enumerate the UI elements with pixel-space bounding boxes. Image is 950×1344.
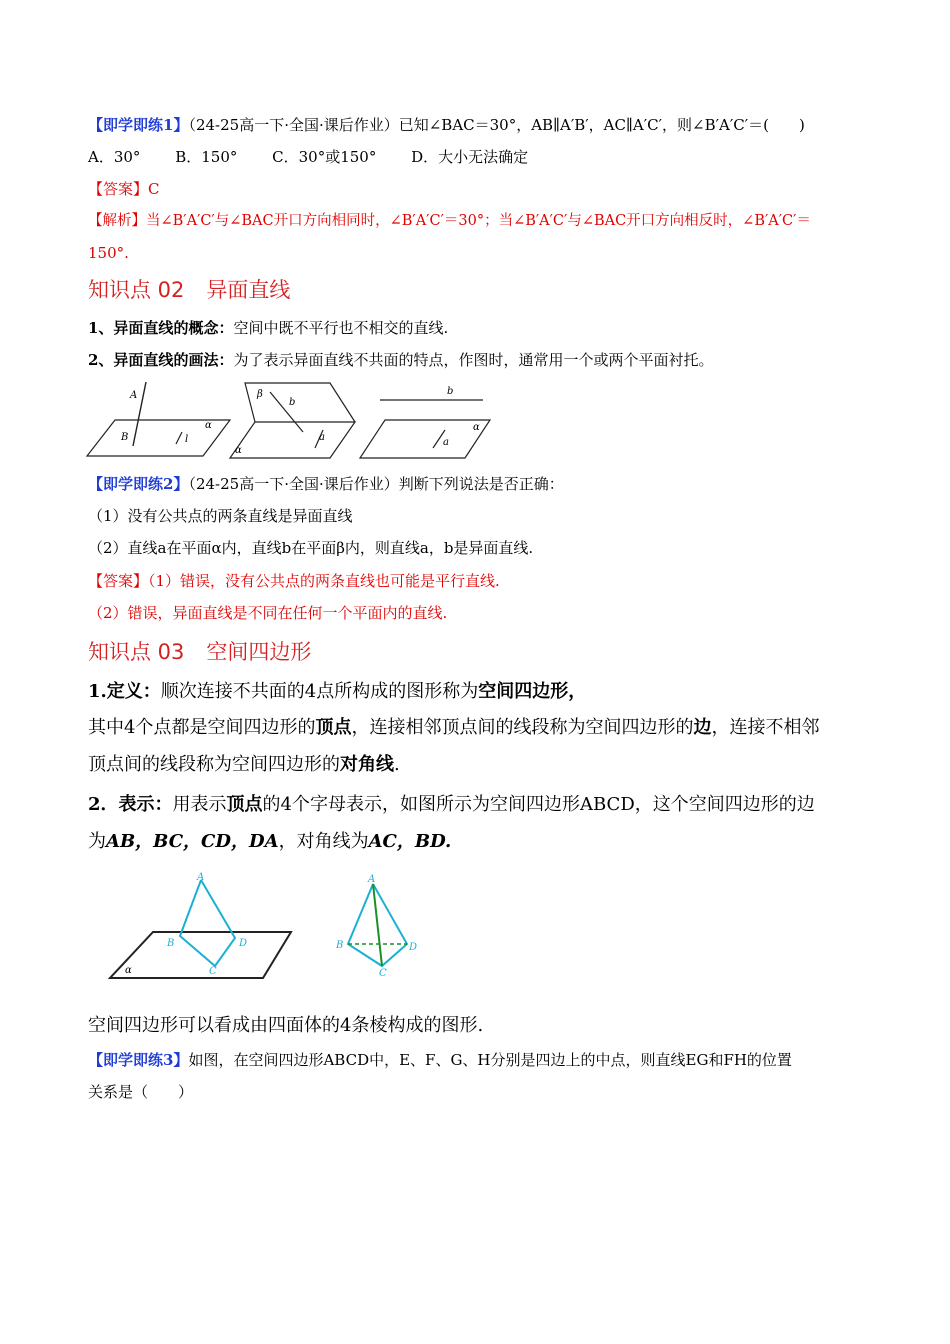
text: . — [394, 754, 400, 775]
kp3-definition — [88, 679, 586, 705]
exercise-2-tag: 【即学即练2】 — [88, 475, 189, 493]
section-number: 知识点 03 — [88, 640, 185, 664]
fig-label: B — [167, 938, 175, 949]
fig-label: α — [125, 965, 132, 976]
text: ，对角线为 — [278, 831, 369, 852]
fig-label: a — [319, 432, 325, 443]
fig-label: α — [235, 445, 242, 456]
fig-label: b — [447, 386, 454, 397]
text: 为 — [88, 831, 106, 852]
exercise-1-text: （24-25高一下·全国·课后作业）已知∠BAC＝30°，AB∥A′B′，AC∥A′C′，则∠B′A′C′＝( ) — [188, 116, 805, 134]
fig-label: A — [197, 872, 205, 883]
fig-label: B — [336, 940, 344, 951]
definition-text: 顺次连接不共面的4点所构成的图形称为 — [160, 681, 479, 702]
exercise-3-text: 如图，在空间四边形ABCD中，E、F、G、H分别是四边上的中点，则直线EG和FH的位置 — [188, 1051, 792, 1069]
section-title: 异面直线 — [206, 278, 291, 302]
exercise-2-q1: （1）没有公共点的两条直线是异面直线 — [88, 507, 353, 525]
option-d: D．大小无法确定 — [411, 148, 529, 166]
diagonals-list: AC，BD. — [368, 831, 452, 852]
fig-label: l — [185, 434, 189, 445]
fig-label: A — [368, 874, 376, 885]
text: 用表示 — [172, 794, 227, 815]
item-text: 空间中既不平行也不相交的直线. — [233, 319, 449, 337]
exercise-3-tag: 【即学即练3】 — [88, 1051, 189, 1069]
kp3-representation-cont — [88, 829, 451, 855]
option-a: A．30° — [88, 148, 141, 166]
item-text: 为了表示异面直线不共面的特点，作图时，通常用一个或两个平面衬托。 — [233, 351, 714, 369]
term-vertex: 顶点 — [226, 794, 263, 815]
analysis-tag: 【解析】 — [88, 213, 146, 229]
analysis-text-1: 当∠B′A′C′与∠BAC开口方向相同时，∠B′A′C′＝30°；当∠B′A′C′与∠BAC开口方向相反时，∠B′A′C′＝ — [146, 213, 811, 229]
kp3-paragraph-3 — [88, 752, 400, 778]
item-label: 2、异面直线的画法： — [88, 351, 234, 369]
answer-text-1: （1）错误，没有公共点的两条直线也可能是平行直线. — [148, 572, 500, 590]
exercise-2-stem — [88, 474, 564, 494]
answer-tag: 【答案】 — [88, 572, 149, 590]
text: 其中4个点都是空间四边形的 — [88, 717, 316, 738]
exercise-1-tag: 【即学即练1】 — [88, 116, 189, 134]
skew-lines-figures — [85, 380, 505, 462]
kp2-item-2 — [88, 350, 713, 370]
text: 顶点间的线段称为空间四边形的 — [88, 754, 340, 775]
exercise-2-text: （24-25高一下·全国·课后作业）判断下列说法是否正确： — [188, 475, 564, 493]
kp3-representation — [88, 792, 815, 818]
exercise-2-answer-2: （2）错误，异面直线是不同在任何一个平面内的直线. — [88, 604, 448, 622]
text: 的4个字母表示，如图所示为空间四边形ABCD，这个空间四边形的边 — [262, 794, 815, 815]
term-diagonal: 对角线 — [340, 754, 394, 775]
definition-label: 1.定义： — [88, 681, 161, 702]
fig-label: a — [443, 437, 449, 448]
exercise-1-stem — [88, 115, 805, 135]
answer-tag: 【答案】 — [88, 180, 149, 198]
answer-value: C — [148, 180, 160, 198]
option-c: C．30°或150° — [272, 148, 377, 166]
section-heading-kp3 — [88, 636, 311, 666]
fig-label: α — [205, 420, 212, 431]
fig-label: D — [239, 938, 248, 949]
section-title: 空间四边形 — [206, 640, 312, 664]
exercise-2-answer-1 — [88, 571, 500, 591]
kp3-paragraph-2 — [88, 715, 819, 741]
fig-label: D — [409, 942, 418, 953]
exercise-3-stem — [88, 1050, 792, 1070]
representation-label: 2．表示： — [88, 794, 173, 815]
exercise-1-analysis — [88, 211, 811, 231]
kp3-summary: 空间四边形可以看成由四面体的4条棱构成的图形. — [88, 1015, 484, 1036]
definition-term: 空间四边形， — [478, 681, 587, 702]
term-vertex: 顶点 — [315, 717, 352, 738]
fig-label: β — [257, 389, 263, 400]
term-edge: 边 — [693, 717, 712, 738]
option-b: B．150° — [175, 148, 238, 166]
fig-label: B — [121, 432, 129, 443]
exercise-2-q2: （2）直线a在平面α内，直线b在平面β内，则直线a，b是异面直线. — [88, 539, 534, 557]
section-heading-kp2 — [88, 274, 290, 304]
text: ，连接相邻顶点间的线段称为空间四边形的 — [351, 717, 694, 738]
exercise-3-stem-cont: 关系是（ ） — [88, 1083, 194, 1101]
fig-label: C — [379, 968, 387, 979]
item-label: 1、异面直线的概念： — [88, 319, 234, 337]
text: ，连接不相邻 — [711, 717, 820, 738]
fig-label: b — [289, 397, 296, 408]
kp2-item-1 — [88, 318, 448, 338]
section-number: 知识点 02 — [88, 278, 185, 302]
fig-label: A — [130, 390, 138, 401]
space-quadrilateral-figures — [105, 868, 455, 986]
exercise-1-options — [88, 147, 558, 167]
edges-list: AB，BC，CD，DA — [106, 831, 279, 852]
fig-label: C — [209, 966, 217, 977]
exercise-1-analysis-cont: 150°. — [88, 244, 129, 262]
exercise-1-answer — [88, 179, 160, 199]
fig-label: α — [473, 422, 480, 433]
